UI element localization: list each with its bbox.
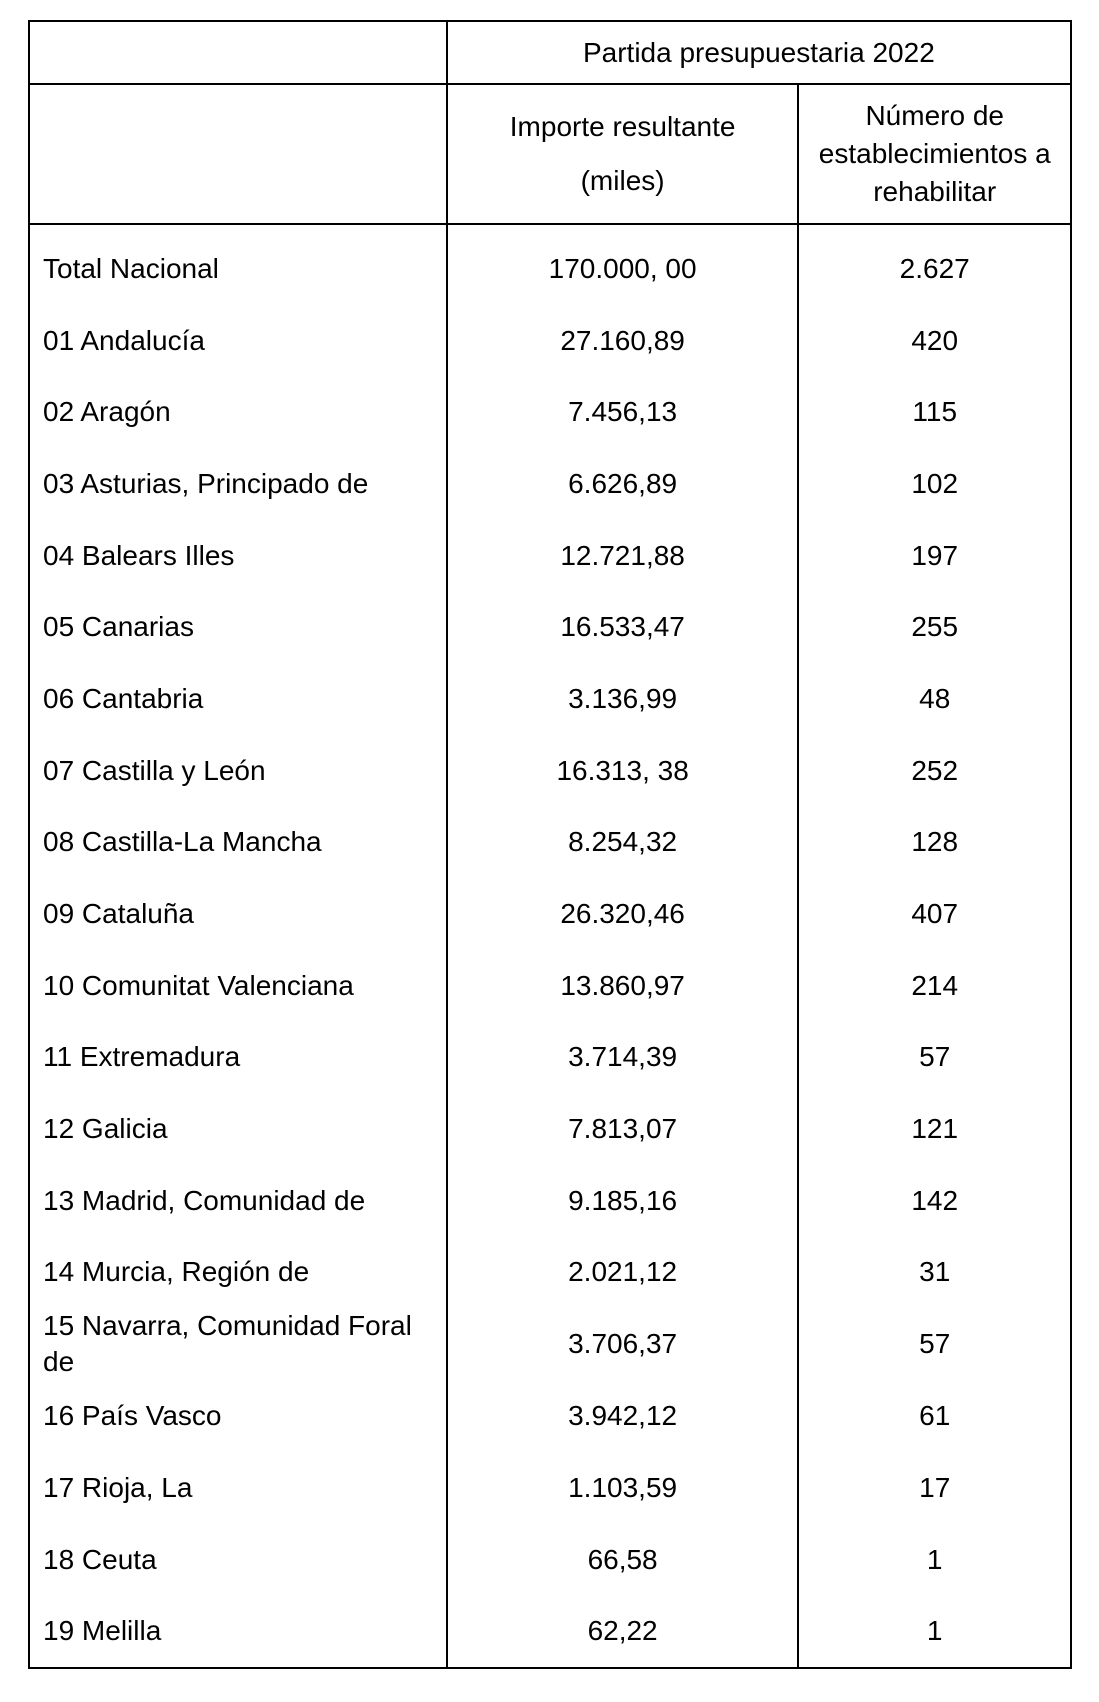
count-cell: 407 (798, 878, 1071, 950)
region-name-cell: 18 Ceuta (29, 1524, 447, 1596)
amount-cell: 1.103,59 (447, 1452, 799, 1524)
table-row (29, 1595, 1071, 1668)
count-header-line: Número de (865, 100, 1004, 131)
count-column-header (798, 84, 1071, 224)
count-cell: 57 (798, 1308, 1071, 1380)
region-name-cell: 10 Comunitat Valenciana (29, 950, 447, 1022)
table-row (29, 735, 1071, 807)
count-header-line: establecimientos a (818, 138, 1051, 169)
amount-cell: 8.254,32 (447, 807, 799, 879)
region-name-cell: 12 Galicia (29, 1093, 447, 1165)
group-header-cell: Partida presupuestaria 2022 (447, 21, 1071, 84)
count-cell: 121 (798, 1093, 1071, 1165)
count-cell: 252 (798, 735, 1071, 807)
amount-cell: 6.626,89 (447, 448, 799, 520)
amount-cell: 3.706,37 (447, 1308, 799, 1380)
region-name-cell: 07 Castilla y León (29, 735, 447, 807)
table-body (29, 224, 1071, 1668)
count-cell: 2.627 (798, 224, 1071, 305)
count-cell: 128 (798, 807, 1071, 879)
amount-cell: 16.313, 38 (447, 735, 799, 807)
region-name-cell: 15 Navarra, Comunidad Foral de (29, 1308, 447, 1380)
table-row (29, 591, 1071, 663)
table-row (29, 1524, 1071, 1596)
count-cell: 197 (798, 520, 1071, 592)
count-cell: 214 (798, 950, 1071, 1022)
table-row (29, 1165, 1071, 1237)
count-cell: 1 (798, 1595, 1071, 1668)
region-name-cell: 13 Madrid, Comunidad de (29, 1165, 447, 1237)
region-name-cell: 06 Cantabria (29, 663, 447, 735)
table-row (29, 376, 1071, 448)
amount-column-header (447, 84, 799, 224)
table-row (29, 878, 1071, 950)
table-row (29, 1452, 1071, 1524)
budget-table (28, 20, 1072, 1669)
amount-cell: 3.714,39 (447, 1022, 799, 1094)
header-row-columns (29, 84, 1071, 224)
region-name-cell: 16 País Vasco (29, 1380, 447, 1452)
region-name-cell: 04 Balears Illes (29, 520, 447, 592)
table-row (29, 1093, 1071, 1165)
count-header-line: rehabilitar (873, 176, 997, 207)
region-name-cell: 19 Melilla (29, 1595, 447, 1668)
region-name-cell: 08 Castilla-La Mancha (29, 807, 447, 879)
table-row (29, 1380, 1071, 1452)
amount-cell: 26.320,46 (447, 878, 799, 950)
count-cell: 31 (798, 1237, 1071, 1309)
region-name-cell: 03 Asturias, Principado de (29, 448, 447, 520)
count-cell: 17 (798, 1452, 1071, 1524)
region-name-cell: 11 Extremadura (29, 1022, 447, 1094)
region-name-cell: 14 Murcia, Región de (29, 1237, 447, 1309)
region-name-cell: 09 Cataluña (29, 878, 447, 950)
table-row (29, 448, 1071, 520)
table-header (29, 21, 1071, 224)
table-row (29, 1237, 1071, 1309)
table-row (29, 1308, 1071, 1380)
count-cell: 420 (798, 305, 1071, 377)
count-cell: 1 (798, 1524, 1071, 1596)
amount-cell: 3.136,99 (447, 663, 799, 735)
region-name-cell: 01 Andalucía (29, 305, 447, 377)
count-cell: 142 (798, 1165, 1071, 1237)
amount-header-line: Importe resultante (509, 111, 736, 142)
count-cell: 57 (798, 1022, 1071, 1094)
amount-cell: 2.021,12 (447, 1237, 799, 1309)
amount-cell: 62,22 (447, 1595, 799, 1668)
header-row-group (29, 21, 1071, 84)
count-cell: 61 (798, 1380, 1071, 1452)
table-row (29, 663, 1071, 735)
table-row (29, 305, 1071, 377)
amount-cell: 12.721,88 (447, 520, 799, 592)
region-name-cell: Total Nacional (29, 224, 447, 305)
amount-cell: 9.185,16 (447, 1165, 799, 1237)
count-cell: 48 (798, 663, 1071, 735)
amount-cell: 170.000, 00 (447, 224, 799, 305)
amount-cell: 3.942,12 (447, 1380, 799, 1452)
amount-header-unit: (miles) (580, 165, 665, 196)
region-name-cell: 02 Aragón (29, 376, 447, 448)
header-blank-cell (29, 21, 447, 84)
amount-cell: 13.860,97 (447, 950, 799, 1022)
amount-cell: 7.456,13 (447, 376, 799, 448)
region-name-cell: 17 Rioja, La (29, 1452, 447, 1524)
amount-cell: 27.160,89 (447, 305, 799, 377)
count-cell: 255 (798, 591, 1071, 663)
table-row (29, 520, 1071, 592)
table-row (29, 950, 1071, 1022)
amount-cell: 66,58 (447, 1524, 799, 1596)
region-name-cell: 05 Canarias (29, 591, 447, 663)
table-row (29, 1022, 1071, 1094)
count-cell: 102 (798, 448, 1071, 520)
amount-cell: 7.813,07 (447, 1093, 799, 1165)
count-cell: 115 (798, 376, 1071, 448)
table-row (29, 807, 1071, 879)
header-blank-cell (29, 84, 447, 224)
amount-cell: 16.533,47 (447, 591, 799, 663)
table-row (29, 224, 1071, 305)
